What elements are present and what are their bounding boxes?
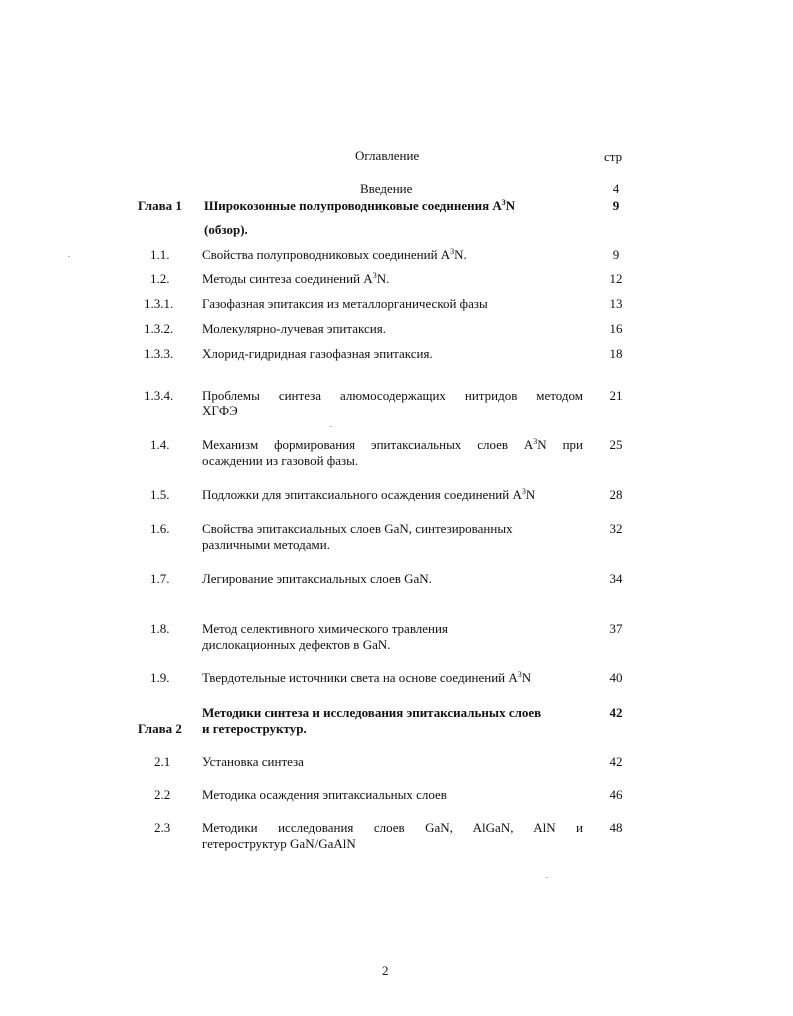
intro-page: 4 (612, 181, 620, 196)
section-1-3-1-title: Газофазная эпитаксия из металлорганической фазы (202, 296, 488, 311)
section-1-3-2-number: 1.3.2. (144, 321, 174, 336)
section-1-6-number: 1.6. (150, 521, 170, 536)
chapter1-label: Глава 1 (138, 198, 182, 213)
section-1-7-title: Легирование эпитаксиальных слоев GaN. (202, 571, 432, 586)
section-1-4-number: 1.4. (150, 437, 170, 452)
section-1-8-number: 1.8. (150, 621, 170, 636)
section-2-3-title-line2: гетероструктур GaN/GaAlN (202, 836, 356, 851)
section-1-2-page: 12 (609, 271, 623, 286)
section-1-6-title-line2: различными методами. (202, 537, 330, 552)
chapter1-page: 9 (612, 198, 620, 213)
intro-title: Введение (360, 181, 413, 196)
section-1-3-2-page: 16 (609, 321, 623, 336)
section-1-3-4-number: 1.3.4. (144, 388, 174, 403)
section-2-1-number: 2.1 (154, 754, 171, 769)
section-1-3-3-title: Хлорид-гидридная газофазная эпитаксия. (202, 346, 433, 361)
section-2-3-page: 48 (609, 820, 623, 835)
section-1-4-page: 25 (609, 437, 623, 452)
section-1-3-4-title: Проблемы синтеза алюмосодержащих нитридов методом (202, 388, 583, 403)
section-1-6-page: 32 (609, 521, 623, 536)
scan-speck (68, 256, 70, 257)
section-1-3-2-title: Молекулярно-лучевая эпитаксия. (202, 321, 386, 336)
section-1-6-title: Свойства эпитаксиальных слоев GaN, синтезированных (202, 521, 513, 536)
section-1-8-title-line2: дислокационных дефектов в GaN. (202, 637, 391, 652)
section-2-2-title: Методика осаждения эпитаксиальных слоев (202, 787, 447, 802)
scan-speck (546, 877, 548, 878)
scan-speck (330, 426, 332, 427)
section-1-2-number: 1.2. (150, 271, 170, 286)
section-1-5-page: 28 (609, 487, 623, 502)
chapter2-label: Глава 2 (138, 721, 182, 736)
section-2-2-page: 46 (609, 787, 623, 802)
chapter1-title-line2: (обзор). (204, 222, 248, 237)
section-1-4-title-line2: осаждении из газовой фазы. (202, 453, 359, 468)
section-1-9-number: 1.9. (150, 670, 170, 685)
section-1-7-number: 1.7. (150, 571, 170, 586)
section-1-3-3-number: 1.3.3. (144, 346, 174, 361)
section-1-1-title: Свойства полупроводниковых соединений $А^3N$. (202, 247, 467, 262)
section-1-7-page: 34 (609, 571, 623, 586)
section-2-1-page: 42 (609, 754, 623, 769)
section-2-1-title: Установка синтеза (202, 754, 304, 769)
section-1-2-title: Методы синтеза соединений $А^3N$. (202, 271, 390, 286)
section-1-1-number: 1.1. (150, 247, 170, 262)
section-1-8-page: 37 (609, 621, 623, 636)
chapter2-title-line2: и гетероструктур. (202, 721, 307, 736)
section-1-3-3-page: 18 (609, 346, 623, 361)
section-2-2-number: 2.2 (154, 787, 171, 802)
section-1-5-title: Подложки для эпитаксиального осаждения соединений $А^3N$ (202, 487, 536, 502)
section-1-1-page: 9 (612, 247, 620, 262)
section-1-9-page: 40 (609, 670, 623, 685)
chapter1-title: Широкозонные полупроводниковые соединения $А^3N$ (204, 198, 516, 213)
chapter2-page: 42 (609, 705, 623, 720)
section-1-3-4-title-line2: ХГФЭ (202, 403, 238, 418)
section-1-3-1-page: 13 (609, 296, 623, 311)
page-column-label: стр (604, 149, 623, 164)
section-1-4-title-text: Механизм формирования эпитаксиальных слоев $А^3N$ при (202, 437, 583, 452)
section-2-3-number: 2.3 (154, 820, 171, 835)
toc-heading: Оглавление (355, 148, 420, 163)
section-1-3-1-number: 1.3.1. (144, 296, 174, 311)
footer-page-number: 2 (382, 963, 389, 978)
section-1-4-title (202, 437, 583, 452)
section-1-5-number: 1.5. (150, 487, 170, 502)
chapter2-title: Методики синтеза и исследования эпитаксиальных слоев (202, 705, 542, 720)
section-1-8-title: Метод селективного химического травления (202, 621, 448, 636)
section-1-9-title: Твердотельные источники света на основе соединений $А^3N$ (202, 670, 532, 685)
section-1-3-4-page: 21 (609, 388, 623, 403)
section-2-3-title: Методики исследования слоев GaN, AlGaN, AlN и (202, 820, 583, 835)
